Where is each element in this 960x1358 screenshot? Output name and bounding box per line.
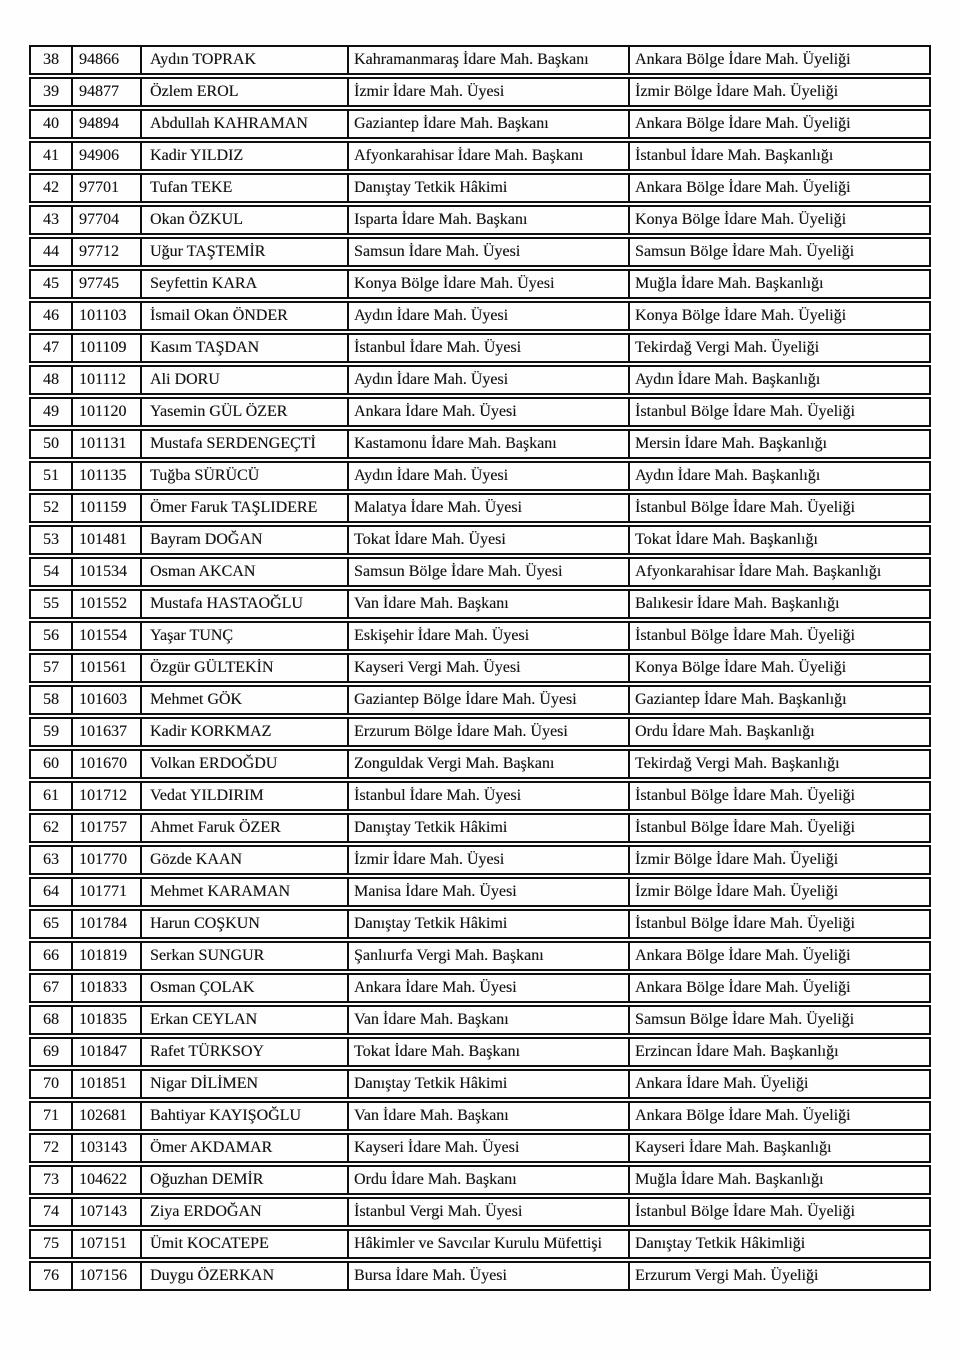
table-row bbox=[29, 365, 931, 395]
person-name-cell: Erkan CEYLAN bbox=[142, 1007, 349, 1033]
table-row bbox=[29, 1037, 931, 1067]
table-row bbox=[29, 749, 931, 779]
row-number-cell: 65 bbox=[31, 911, 73, 937]
row-number-cell: 40 bbox=[31, 111, 73, 137]
row-number-cell: 61 bbox=[31, 783, 73, 809]
table-row bbox=[29, 77, 931, 107]
new-position-cell: Aydın İdare Mah. Başkanlığı bbox=[635, 467, 821, 484]
current-position-cell: Konya Bölge İdare Mah. Üyesi bbox=[349, 271, 630, 297]
registry-number-cell: 101103 bbox=[73, 303, 142, 329]
new-position-cell: Balıkesir İdare Mah. Başkanlığı bbox=[635, 595, 840, 612]
new-position-cell: Ankara Bölge İdare Mah. Üyeliği bbox=[635, 179, 851, 196]
new-position-cell: Tekirdağ Vergi Mah. Üyeliği bbox=[635, 339, 820, 356]
registry-number-cell: 97704 bbox=[73, 207, 142, 233]
person-name-cell: Ömer AKDAMAR bbox=[142, 1135, 349, 1161]
row-number-cell: 38 bbox=[31, 47, 73, 73]
table-row bbox=[29, 1069, 931, 1099]
row-number-cell: 66 bbox=[31, 943, 73, 969]
current-position-cell: İstanbul Vergi Mah. Üyesi bbox=[349, 1199, 630, 1225]
current-position-cell: Kastamonu İdare Mah. Başkanı bbox=[349, 431, 630, 457]
table-row bbox=[29, 429, 931, 459]
row-number-cell: 55 bbox=[31, 591, 73, 617]
current-position-cell: Van İdare Mah. Başkanı bbox=[349, 1007, 630, 1033]
current-position-cell: Kayseri İdare Mah. Üyesi bbox=[349, 1135, 630, 1161]
person-name-cell: Seyfettin KARA bbox=[142, 271, 349, 297]
person-name-cell: Rafet TÜRKSOY bbox=[142, 1039, 349, 1065]
person-name-cell: Ali DORU bbox=[142, 367, 349, 393]
new-position-cell: Ankara Bölge İdare Mah. Üyeliği bbox=[635, 979, 851, 996]
current-position-cell: İstanbul İdare Mah. Üyesi bbox=[349, 335, 630, 361]
table-row bbox=[29, 877, 931, 907]
current-position-cell: Danıştay Tetkik Hâkimi bbox=[349, 815, 630, 841]
row-number-cell: 68 bbox=[31, 1007, 73, 1033]
registry-number-cell: 101534 bbox=[73, 559, 142, 585]
table-row bbox=[29, 45, 931, 75]
new-position-cell: İstanbul Bölge İdare Mah. Üyeliği bbox=[635, 787, 855, 804]
person-name-cell: Kasım TAŞDAN bbox=[142, 335, 349, 361]
person-name-cell: Volkan ERDOĞDU bbox=[142, 751, 349, 777]
row-number-cell: 73 bbox=[31, 1167, 73, 1193]
new-position-cell: İstanbul Bölge İdare Mah. Üyeliği bbox=[635, 915, 855, 932]
registry-number-cell: 101637 bbox=[73, 719, 142, 745]
new-position-cell: Samsun Bölge İdare Mah. Üyeliği bbox=[635, 1011, 855, 1028]
row-number-cell: 75 bbox=[31, 1231, 73, 1257]
registry-number-cell: 101112 bbox=[73, 367, 142, 393]
new-position-cell: İzmir Bölge İdare Mah. Üyeliği bbox=[635, 83, 839, 100]
person-name-cell: Ahmet Faruk ÖZER bbox=[142, 815, 349, 841]
table-row bbox=[29, 493, 931, 523]
person-name-cell: Aydın TOPRAK bbox=[142, 47, 349, 73]
new-position-cell: Aydın İdare Mah. Başkanlığı bbox=[635, 371, 821, 388]
new-position-cell: Mersin İdare Mah. Başkanlığı bbox=[635, 435, 827, 452]
person-name-cell: Kadir KORKMAZ bbox=[142, 719, 349, 745]
new-position-cell: Konya Bölge İdare Mah. Üyeliği bbox=[635, 659, 847, 676]
row-number-cell: 42 bbox=[31, 175, 73, 201]
table-row bbox=[29, 1197, 931, 1227]
new-position-cell: Tokat İdare Mah. Başkanlığı bbox=[635, 531, 818, 548]
row-number-cell: 58 bbox=[31, 687, 73, 713]
registry-number-cell: 101670 bbox=[73, 751, 142, 777]
table-row bbox=[29, 973, 931, 1003]
person-name-cell: İsmail Okan ÖNDER bbox=[142, 303, 349, 329]
row-number-cell: 43 bbox=[31, 207, 73, 233]
table-row bbox=[29, 525, 931, 555]
table-row bbox=[29, 141, 931, 171]
person-name-cell: Bayram DOĞAN bbox=[142, 527, 349, 553]
person-name-cell: Ömer Faruk TAŞLIDERE bbox=[142, 495, 349, 521]
person-name-cell: Kadir YILDIZ bbox=[142, 143, 349, 169]
person-name-cell: Yasemin GÜL ÖZER bbox=[142, 399, 349, 425]
new-position-cell: Ankara Bölge İdare Mah. Üyeliği bbox=[635, 1107, 851, 1124]
row-number-cell: 52 bbox=[31, 495, 73, 521]
registry-number-cell: 101554 bbox=[73, 623, 142, 649]
registry-number-cell: 101552 bbox=[73, 591, 142, 617]
current-position-cell: Danıştay Tetkik Hâkimi bbox=[349, 175, 630, 201]
table-row bbox=[29, 269, 931, 299]
registry-number-cell: 101757 bbox=[73, 815, 142, 841]
registry-number-cell: 101847 bbox=[73, 1039, 142, 1065]
registry-number-cell: 101851 bbox=[73, 1071, 142, 1097]
person-name-cell: Tuğba SÜRÜCÜ bbox=[142, 463, 349, 489]
registry-number-cell: 97745 bbox=[73, 271, 142, 297]
current-position-cell: Danıştay Tetkik Hâkimi bbox=[349, 1071, 630, 1097]
registry-number-cell: 101561 bbox=[73, 655, 142, 681]
registry-number-cell: 97701 bbox=[73, 175, 142, 201]
table-row bbox=[29, 1005, 931, 1035]
current-position-cell: Ordu İdare Mah. Başkanı bbox=[349, 1167, 630, 1193]
table-row bbox=[29, 237, 931, 267]
person-name-cell: Ziya ERDOĞAN bbox=[142, 1199, 349, 1225]
registry-number-cell: 103143 bbox=[73, 1135, 142, 1161]
row-number-cell: 64 bbox=[31, 879, 73, 905]
registry-number-cell: 107156 bbox=[73, 1263, 142, 1289]
new-position-cell: Erzincan İdare Mah. Başkanlığı bbox=[635, 1043, 839, 1060]
registry-number-cell: 94877 bbox=[73, 79, 142, 105]
person-name-cell: Osman ÇOLAK bbox=[142, 975, 349, 1001]
current-position-cell: Kahramanmaraş İdare Mah. Başkanı bbox=[349, 47, 630, 73]
new-position-cell: Muğla İdare Mah. Başkanlığı bbox=[635, 275, 824, 292]
current-position-cell: Zonguldak Vergi Mah. Başkanı bbox=[349, 751, 630, 777]
row-number-cell: 44 bbox=[31, 239, 73, 265]
current-position-cell: Tokat İdare Mah. Başkanı bbox=[349, 1039, 630, 1065]
table-row bbox=[29, 461, 931, 491]
registry-number-cell: 101819 bbox=[73, 943, 142, 969]
registry-number-cell: 94894 bbox=[73, 111, 142, 137]
current-position-cell: Aydın İdare Mah. Üyesi bbox=[349, 303, 630, 329]
current-position-cell: Eskişehir İdare Mah. Üyesi bbox=[349, 623, 630, 649]
row-number-cell: 62 bbox=[31, 815, 73, 841]
current-position-cell: İzmir İdare Mah. Üyesi bbox=[349, 79, 630, 105]
current-position-cell: Tokat İdare Mah. Üyesi bbox=[349, 527, 630, 553]
current-position-cell: Erzurum Bölge İdare Mah. Üyesi bbox=[349, 719, 630, 745]
registry-number-cell: 101120 bbox=[73, 399, 142, 425]
table-row bbox=[29, 653, 931, 683]
table-row bbox=[29, 205, 931, 235]
registry-number-cell: 102681 bbox=[73, 1103, 142, 1129]
registry-number-cell: 101835 bbox=[73, 1007, 142, 1033]
registry-number-cell: 101131 bbox=[73, 431, 142, 457]
table-row bbox=[29, 909, 931, 939]
row-number-cell: 49 bbox=[31, 399, 73, 425]
table-row bbox=[29, 109, 931, 139]
new-position-cell: Tekirdağ Vergi Mah. Başkanlığı bbox=[635, 755, 840, 772]
table-row bbox=[29, 1133, 931, 1163]
person-name-cell: Mustafa HASTAOĞLU bbox=[142, 591, 349, 617]
person-name-cell: Özlem EROL bbox=[142, 79, 349, 105]
current-position-cell: Danıştay Tetkik Hâkimi bbox=[349, 911, 630, 937]
appointments-table bbox=[29, 45, 931, 1293]
registry-number-cell: 107143 bbox=[73, 1199, 142, 1225]
new-position-cell: Gaziantep İdare Mah. Başkanlığı bbox=[635, 691, 847, 708]
person-name-cell: Oğuzhan DEMİR bbox=[142, 1167, 349, 1193]
person-name-cell: Vedat YILDIRIM bbox=[142, 783, 349, 809]
current-position-cell: Samsun İdare Mah. Üyesi bbox=[349, 239, 630, 265]
new-position-cell: Muğla İdare Mah. Başkanlığı bbox=[635, 1171, 824, 1188]
table-row bbox=[29, 845, 931, 875]
current-position-cell: Aydın İdare Mah. Üyesi bbox=[349, 463, 630, 489]
current-position-cell: Hâkimler ve Savcılar Kurulu Müfettişi bbox=[349, 1231, 630, 1257]
new-position-cell: Samsun Bölge İdare Mah. Üyeliği bbox=[635, 243, 855, 260]
person-name-cell: Abdullah KAHRAMAN bbox=[142, 111, 349, 137]
registry-number-cell: 101159 bbox=[73, 495, 142, 521]
table-row bbox=[29, 301, 931, 331]
row-number-cell: 67 bbox=[31, 975, 73, 1001]
row-number-cell: 56 bbox=[31, 623, 73, 649]
row-number-cell: 51 bbox=[31, 463, 73, 489]
table-row bbox=[29, 685, 931, 715]
current-position-cell: Şanlıurfa Vergi Mah. Başkanı bbox=[349, 943, 630, 969]
new-position-cell: Ankara Bölge İdare Mah. Üyeliği bbox=[635, 115, 851, 132]
table-row bbox=[29, 397, 931, 427]
person-name-cell: Mehmet GÖK bbox=[142, 687, 349, 713]
new-position-cell: İzmir Bölge İdare Mah. Üyeliği bbox=[635, 883, 839, 900]
new-position-cell: Ankara Bölge İdare Mah. Üyeliği bbox=[635, 51, 851, 68]
person-name-cell: Tufan TEKE bbox=[142, 175, 349, 201]
current-position-cell: Aydın İdare Mah. Üyesi bbox=[349, 367, 630, 393]
new-position-cell: Ankara İdare Mah. Üyeliği bbox=[635, 1075, 809, 1092]
registry-number-cell: 101770 bbox=[73, 847, 142, 873]
row-number-cell: 74 bbox=[31, 1199, 73, 1225]
row-number-cell: 45 bbox=[31, 271, 73, 297]
registry-number-cell: 101771 bbox=[73, 879, 142, 905]
new-position-cell: Ankara Bölge İdare Mah. Üyeliği bbox=[635, 947, 851, 964]
current-position-cell: Gaziantep İdare Mah. Başkanı bbox=[349, 111, 630, 137]
person-name-cell: Gözde KAAN bbox=[142, 847, 349, 873]
registry-number-cell: 101135 bbox=[73, 463, 142, 489]
row-number-cell: 71 bbox=[31, 1103, 73, 1129]
current-position-cell: Afyonkarahisar İdare Mah. Başkanı bbox=[349, 143, 630, 169]
row-number-cell: 57 bbox=[31, 655, 73, 681]
table-row bbox=[29, 1101, 931, 1131]
current-position-cell: Isparta İdare Mah. Başkanı bbox=[349, 207, 630, 233]
row-number-cell: 41 bbox=[31, 143, 73, 169]
new-position-cell: İstanbul Bölge İdare Mah. Üyeliği bbox=[635, 819, 855, 836]
registry-number-cell: 101603 bbox=[73, 687, 142, 713]
registry-number-cell: 94906 bbox=[73, 143, 142, 169]
table-row bbox=[29, 557, 931, 587]
table-row bbox=[29, 1229, 931, 1259]
new-position-cell: Konya Bölge İdare Mah. Üyeliği bbox=[635, 211, 847, 228]
row-number-cell: 72 bbox=[31, 1135, 73, 1161]
person-name-cell: Mehmet KARAMAN bbox=[142, 879, 349, 905]
table-row bbox=[29, 717, 931, 747]
person-name-cell: Duygu ÖZERKAN bbox=[142, 1263, 349, 1289]
new-position-cell: Ordu İdare Mah. Başkanlığı bbox=[635, 723, 815, 740]
table-row bbox=[29, 813, 931, 843]
person-name-cell: Harun COŞKUN bbox=[142, 911, 349, 937]
registry-number-cell: 101712 bbox=[73, 783, 142, 809]
current-position-cell: Bursa İdare Mah. Üyesi bbox=[349, 1263, 630, 1289]
current-position-cell: Van İdare Mah. Başkanı bbox=[349, 1103, 630, 1129]
row-number-cell: 53 bbox=[31, 527, 73, 553]
current-position-cell: Ankara İdare Mah. Üyesi bbox=[349, 975, 630, 1001]
table-row bbox=[29, 1165, 931, 1195]
row-number-cell: 63 bbox=[31, 847, 73, 873]
registry-number-cell: 101109 bbox=[73, 335, 142, 361]
table-row bbox=[29, 621, 931, 651]
new-position-cell: İstanbul Bölge İdare Mah. Üyeliği bbox=[635, 627, 855, 644]
new-position-cell: Kayseri İdare Mah. Başkanlığı bbox=[635, 1139, 832, 1156]
row-number-cell: 59 bbox=[31, 719, 73, 745]
registry-number-cell: 101784 bbox=[73, 911, 142, 937]
row-number-cell: 47 bbox=[31, 335, 73, 361]
person-name-cell: Mustafa SERDENGEÇTİ bbox=[142, 431, 349, 457]
row-number-cell: 69 bbox=[31, 1039, 73, 1065]
registry-number-cell: 107151 bbox=[73, 1231, 142, 1257]
new-position-cell: Danıştay Tetkik Hâkimliği bbox=[635, 1235, 806, 1252]
row-number-cell: 76 bbox=[31, 1263, 73, 1289]
current-position-cell: Van İdare Mah. Başkanı bbox=[349, 591, 630, 617]
new-position-cell: Konya Bölge İdare Mah. Üyeliği bbox=[635, 307, 847, 324]
row-number-cell: 54 bbox=[31, 559, 73, 585]
new-position-cell: İzmir Bölge İdare Mah. Üyeliği bbox=[635, 851, 839, 868]
table-row bbox=[29, 173, 931, 203]
registry-number-cell: 104622 bbox=[73, 1167, 142, 1193]
new-position-cell: Afyonkarahisar İdare Mah. Başkanlığı bbox=[635, 563, 882, 580]
registry-number-cell: 94866 bbox=[73, 47, 142, 73]
person-name-cell: Bahtiyar KAYIŞOĞLU bbox=[142, 1103, 349, 1129]
table-row bbox=[29, 781, 931, 811]
row-number-cell: 39 bbox=[31, 79, 73, 105]
row-number-cell: 50 bbox=[31, 431, 73, 457]
person-name-cell: Osman AKCAN bbox=[142, 559, 349, 585]
registry-number-cell: 101833 bbox=[73, 975, 142, 1001]
table-row bbox=[29, 1261, 931, 1291]
current-position-cell: İzmir İdare Mah. Üyesi bbox=[349, 847, 630, 873]
new-position-cell: İstanbul Bölge İdare Mah. Üyeliği bbox=[635, 499, 855, 516]
new-position-cell: İstanbul Bölge İdare Mah. Üyeliği bbox=[635, 403, 855, 420]
person-name-cell: Özgür GÜLTEKİN bbox=[142, 655, 349, 681]
table-row bbox=[29, 589, 931, 619]
person-name-cell: Nigar DİLİMEN bbox=[142, 1071, 349, 1097]
new-position-cell: İstanbul Bölge İdare Mah. Üyeliği bbox=[635, 1203, 855, 1220]
person-name-cell: Okan ÖZKUL bbox=[142, 207, 349, 233]
row-number-cell: 46 bbox=[31, 303, 73, 329]
registry-number-cell: 97712 bbox=[73, 239, 142, 265]
table-row bbox=[29, 333, 931, 363]
new-position-cell: İstanbul İdare Mah. Başkanlığı bbox=[635, 147, 834, 164]
table-row bbox=[29, 941, 931, 971]
current-position-cell: Ankara İdare Mah. Üyesi bbox=[349, 399, 630, 425]
person-name-cell: Ümit KOCATEPE bbox=[142, 1231, 349, 1257]
current-position-cell: Gaziantep Bölge İdare Mah. Üyesi bbox=[349, 687, 630, 713]
current-position-cell: Manisa İdare Mah. Üyesi bbox=[349, 879, 630, 905]
current-position-cell: Samsun Bölge İdare Mah. Üyesi bbox=[349, 559, 630, 585]
row-number-cell: 48 bbox=[31, 367, 73, 393]
current-position-cell: Malatya İdare Mah. Üyesi bbox=[349, 495, 630, 521]
registry-number-cell: 101481 bbox=[73, 527, 142, 553]
row-number-cell: 70 bbox=[31, 1071, 73, 1097]
person-name-cell: Serkan SUNGUR bbox=[142, 943, 349, 969]
person-name-cell: Uğur TAŞTEMİR bbox=[142, 239, 349, 265]
current-position-cell: Kayseri Vergi Mah. Üyesi bbox=[349, 655, 630, 681]
new-position-cell: Erzurum Vergi Mah. Üyeliği bbox=[635, 1267, 819, 1284]
current-position-cell: İstanbul İdare Mah. Üyesi bbox=[349, 783, 630, 809]
person-name-cell: Yaşar TUNÇ bbox=[142, 623, 349, 649]
row-number-cell: 60 bbox=[31, 751, 73, 777]
